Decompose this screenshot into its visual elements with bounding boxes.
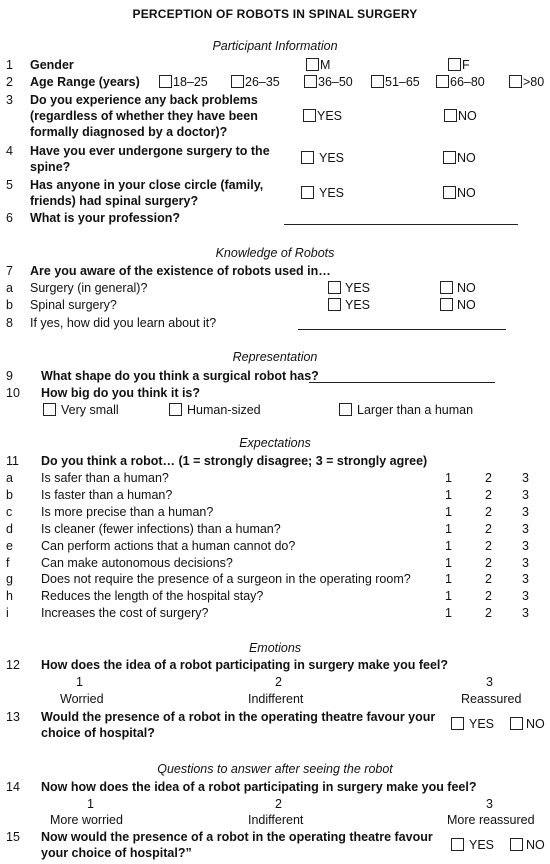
q13-label-no: NO: [526, 717, 545, 731]
q7-number: 7: [6, 264, 13, 278]
q2-checkbox-51-65[interactable]: [371, 75, 384, 88]
q3-text-line3: formally diagnosed by a doctor)?: [30, 125, 228, 139]
q3-checkbox-yes[interactable]: [303, 109, 316, 122]
q4-label-yes: YES: [319, 151, 345, 165]
q11-item-scale-2[interactable]: 2: [485, 539, 492, 553]
q14-text: Now how does the idea of a robot participating in surgery make you feel?: [41, 780, 477, 794]
q7a-label-no: NO: [457, 281, 476, 295]
q11-item-text: Can perform actions that a human cannot do?: [41, 539, 296, 553]
q12-label-reassured: Reassured: [461, 692, 522, 706]
q14-label-more-worried: More worried: [50, 813, 123, 827]
q11-item-letter: d: [6, 522, 13, 536]
q7b-text: Spinal surgery?: [30, 298, 117, 312]
q11-item-letter: a: [6, 471, 13, 485]
q11-item-letter: h: [6, 589, 13, 603]
q11-item-scale-3[interactable]: 3: [522, 522, 529, 536]
page-title: PERCEPTION OF ROBOTS IN SPINAL SURGERY: [132, 7, 418, 21]
q14-label-more-reassured: More reassured: [447, 813, 535, 827]
q11-item-scale-2[interactable]: 2: [485, 522, 492, 536]
q11-item-text: Reduces the length of the hospital stay?: [41, 589, 264, 603]
q11-item-letter: f: [6, 556, 10, 570]
q14-scale-3[interactable]: 3: [486, 797, 493, 811]
q5-label-yes: YES: [319, 186, 345, 200]
q6-text: What is your profession?: [30, 211, 181, 225]
q11-item-scale-3[interactable]: 3: [522, 488, 529, 502]
q8-text: If yes, how did you learn about it?: [30, 316, 217, 330]
q1-text: Gender: [30, 58, 74, 72]
q12-text: How does the idea of a robot participating in surgery make you feel?: [41, 658, 449, 672]
q10-checkbox-very-small[interactable]: [43, 403, 56, 416]
q15-text-line2: your choice of hospital?”: [41, 846, 192, 860]
q7a-text: Surgery (in general)?: [30, 281, 148, 295]
q8-number: 8: [6, 316, 13, 330]
q12-number: 12: [6, 658, 20, 672]
section-representation-heading: Representation: [232, 350, 318, 364]
q2-label-66-80: 66–80: [450, 75, 485, 89]
q2-label-36-50: 36–50: [318, 75, 353, 89]
q2-label-26-35: 26–35: [245, 75, 280, 89]
q11-item-scale-2[interactable]: 2: [485, 606, 492, 620]
q14-label-indifferent: Indifferent: [248, 813, 304, 827]
q11-item-scale-3[interactable]: 3: [522, 539, 529, 553]
q5-label-no: NO: [457, 186, 476, 200]
q11-item-text: Is cleaner (fewer infections) than a human?: [41, 522, 281, 536]
q10-number: 10: [6, 386, 20, 400]
q2-label-18-25: 18–25: [173, 75, 208, 89]
section-emotions-heading: Emotions: [248, 641, 302, 655]
q11-item-scale-2[interactable]: 2: [485, 589, 492, 603]
q10-checkbox-human-sized[interactable]: [169, 403, 182, 416]
q1-label-f: F: [462, 58, 470, 72]
q7a-label-yes: YES: [345, 281, 371, 295]
q2-checkbox-36-50[interactable]: [304, 75, 317, 88]
q11-item-letter: i: [6, 606, 9, 620]
q12-scale-2[interactable]: 2: [275, 675, 282, 689]
q3-label-yes: YES: [317, 109, 343, 123]
q7a-checkbox-no[interactable]: [440, 281, 453, 294]
q11-item-letter: g: [6, 572, 13, 586]
q3-number: 3: [6, 93, 13, 107]
section-knowledge-heading: Knowledge of Robots: [215, 246, 335, 260]
q13-text-line1: Would the presence of a robot in the operating theatre favour your: [41, 710, 436, 724]
q7b-letter: b: [6, 298, 13, 312]
q11-item-scale-1[interactable]: 1: [445, 539, 452, 553]
q7a-checkbox-yes[interactable]: [328, 281, 341, 294]
q7b-checkbox-yes[interactable]: [328, 298, 341, 311]
q11-item-scale-1[interactable]: 1: [445, 505, 452, 519]
q14-scale-1[interactable]: 1: [87, 797, 94, 811]
q4-text-line2: spine?: [30, 160, 71, 174]
q13-checkbox-no[interactable]: [510, 717, 523, 730]
q5-text-line1: Has anyone in your close circle (family,: [30, 178, 264, 192]
q9-number: 9: [6, 369, 13, 383]
q15-number: 15: [6, 830, 20, 844]
q11-item-scale-2[interactable]: 2: [485, 505, 492, 519]
q12-label-indifferent: Indifferent: [248, 692, 304, 706]
q2-label-51-65: 51–65: [385, 75, 420, 89]
q14-scale-2[interactable]: 2: [275, 797, 282, 811]
q11-item-letter: b: [6, 488, 13, 502]
q11-item-text: Is faster than a human?: [41, 488, 173, 502]
q7b-label-yes: YES: [345, 298, 371, 312]
q1-checkbox-f[interactable]: [448, 58, 461, 71]
q11-item-scale-3[interactable]: 3: [522, 556, 529, 570]
q11-item-scale-3[interactable]: 3: [522, 505, 529, 519]
q4-checkbox-yes[interactable]: [301, 151, 314, 164]
q6-number: 6: [6, 211, 13, 225]
q2-checkbox-18-25[interactable]: [159, 75, 172, 88]
q11-item-letter: e: [6, 539, 13, 553]
q10-label-larger: Larger than a human: [357, 403, 474, 417]
section-expectations-heading: Expectations: [239, 436, 311, 450]
q11-number: 11: [6, 454, 19, 468]
q4-text-line1: Have you ever undergone surgery to the: [30, 144, 270, 158]
q11-item-letter: c: [6, 505, 13, 519]
q5-checkbox-yes[interactable]: [301, 186, 314, 199]
q4-number: 4: [6, 144, 13, 158]
q2-checkbox-66-80[interactable]: [436, 75, 449, 88]
q2-number: 2: [6, 75, 13, 89]
section-participant-heading: Participant Information: [212, 39, 338, 53]
q15-checkbox-yes[interactable]: [451, 838, 464, 851]
q3-text-line1: Do you experience any back problems: [30, 93, 258, 107]
q7b-checkbox-no[interactable]: [440, 298, 453, 311]
q15-label-no: NO: [526, 838, 545, 852]
q13-label-yes: YES: [469, 717, 495, 731]
q11-item-scale-2[interactable]: 2: [485, 488, 492, 502]
q11-item-scale-2[interactable]: 2: [485, 556, 492, 570]
q11-item-text: Can make autonomous decisions?: [41, 556, 233, 570]
q5-number: 5: [6, 178, 13, 192]
q12-label-worried: Worried: [60, 692, 104, 706]
q8-answer-line[interactable]: [298, 329, 506, 330]
q15-text-line1: Now would the presence of a robot in the operating theatre favour: [41, 830, 433, 844]
q11-item-scale-1[interactable]: 1: [445, 471, 452, 485]
q12-scale-3[interactable]: 3: [486, 675, 493, 689]
q11-item-scale-3[interactable]: 3: [522, 471, 529, 485]
q15-label-yes: YES: [469, 838, 495, 852]
q11-item-scale-2[interactable]: 2: [485, 471, 492, 485]
q13-checkbox-yes[interactable]: [451, 717, 464, 730]
q3-text-line2: (regardless of whether they have been: [30, 109, 258, 123]
q11-item-scale-3[interactable]: 3: [522, 572, 529, 586]
q6-answer-line[interactable]: [284, 224, 518, 225]
q1-checkbox-m[interactable]: [306, 58, 319, 71]
q10-label-very-small: Very small: [61, 403, 119, 417]
q12-scale-1[interactable]: 1: [76, 675, 83, 689]
q2-checkbox-over-80[interactable]: [509, 75, 522, 88]
q10-checkbox-larger[interactable]: [339, 403, 352, 416]
q3-checkbox-no[interactable]: [444, 109, 457, 122]
q9-answer-line[interactable]: [309, 382, 495, 383]
q4-checkbox-no[interactable]: [443, 151, 456, 164]
q14-number: 14: [6, 780, 20, 794]
q4-label-no: NO: [457, 151, 476, 165]
q3-label-no: NO: [458, 109, 477, 123]
q11-item-text: Does not require the presence of a surgeon in the operating room?: [41, 572, 411, 586]
q10-text: How big do you think it is?: [41, 386, 201, 400]
q11-item-scale-1[interactable]: 1: [445, 556, 452, 570]
q11-item-scale-2[interactable]: 2: [485, 572, 492, 586]
q11-item-scale-1[interactable]: 1: [445, 589, 452, 603]
q1-label-m: M: [320, 58, 331, 72]
q2-label-over-80: >80: [523, 75, 545, 89]
q1-number: 1: [6, 58, 13, 72]
q9-text: What shape do you think a surgical robot has?: [41, 369, 319, 383]
q2-text: Age Range (years): [30, 75, 140, 89]
q13-text-line2: choice of hospital?: [41, 726, 155, 740]
q11-item-scale-1[interactable]: 1: [445, 488, 452, 502]
q5-text-line2: friends) had spinal surgery?: [30, 194, 199, 208]
q11-item-text: Increases the cost of surgery?: [41, 606, 209, 620]
q15-checkbox-no[interactable]: [510, 838, 523, 851]
q11-item-text: Is safer than a human?: [41, 471, 169, 485]
q11-item-scale-1[interactable]: 1: [445, 572, 452, 586]
q11-item-scale-3[interactable]: 3: [522, 606, 529, 620]
section-after-heading: Questions to answer after seeing the robot: [157, 762, 393, 776]
q11-item-scale-1[interactable]: 1: [445, 522, 452, 536]
q7-text: Are you aware of the existence of robots used in…: [30, 264, 331, 278]
q11-item-scale-1[interactable]: 1: [445, 606, 452, 620]
q10-label-human-sized: Human-sized: [187, 403, 261, 417]
q11-item-scale-3[interactable]: 3: [522, 589, 529, 603]
q11-text: Do you think a robot… (1 = strongly disagree; 3 = strongly agree): [41, 454, 428, 468]
q7a-letter: a: [6, 281, 13, 295]
q11-item-text: Is more precise than a human?: [41, 505, 214, 519]
q2-checkbox-26-35[interactable]: [231, 75, 244, 88]
q13-number: 13: [6, 710, 20, 724]
q7b-label-no: NO: [457, 298, 476, 312]
q5-checkbox-no[interactable]: [443, 186, 456, 199]
